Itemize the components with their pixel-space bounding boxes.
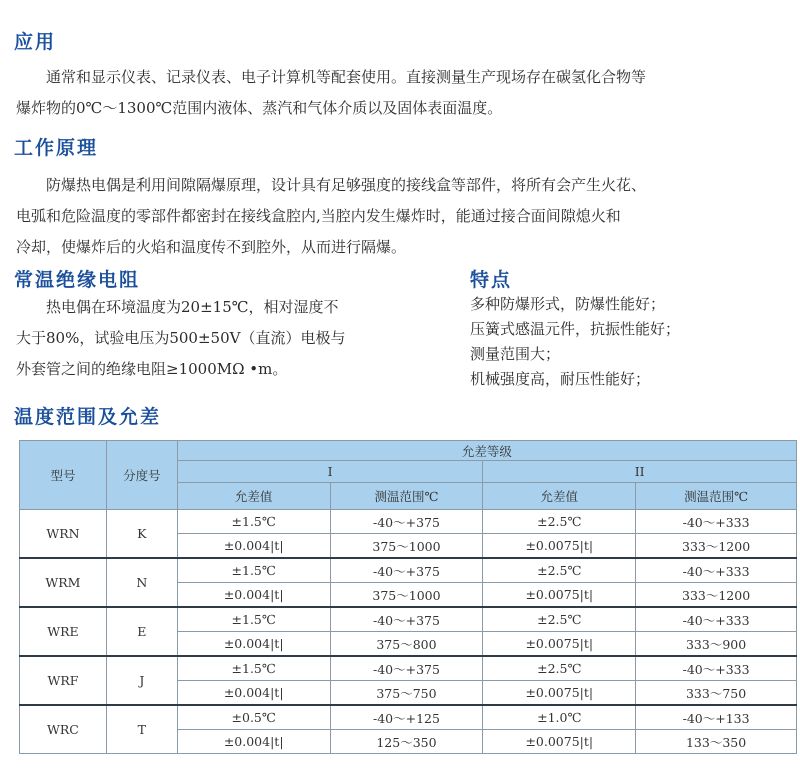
- value-cell: -40～+133: [636, 705, 797, 730]
- value-cell: 333～750: [636, 681, 797, 706]
- model-cell: WRM: [20, 558, 107, 607]
- value-cell: ±0.004|t|: [177, 534, 330, 559]
- header-model: 型号: [20, 441, 107, 510]
- value-cell: ±1.5℃: [177, 558, 330, 583]
- table-row: [20, 607, 797, 632]
- header-class-2: II: [483, 461, 797, 483]
- value-cell: 375～1000: [330, 534, 483, 559]
- value-cell: ±2.5℃: [483, 510, 636, 534]
- value-cell: 125～350: [330, 730, 483, 754]
- features-list: [470, 292, 680, 392]
- header-class: 允差等级: [177, 441, 796, 461]
- grade-cell: E: [106, 607, 177, 656]
- header-tol-2: 允差值: [483, 483, 636, 510]
- feature-item: 压簧式感温元件，抗振性能好；: [470, 320, 681, 338]
- value-cell: -40～+333: [636, 607, 797, 632]
- value-cell: ±1.0℃: [483, 705, 636, 730]
- application-line: 通常和显示仪表、记录仪表、电子计算机等配套使用。直接测量生产现场存在碳氢化合物等: [46, 68, 647, 86]
- value-cell: 375～800: [330, 632, 483, 657]
- value-cell: ±0.0075|t|: [483, 681, 636, 706]
- value-cell: ±0.0075|t|: [483, 730, 636, 754]
- principle-line: 冷却，使爆炸后的火焰和温度传不到腔外，从而进行隔爆。: [16, 238, 407, 256]
- insulation-heading: 常温绝缘电阻: [14, 269, 141, 291]
- value-cell: ±0.004|t|: [177, 681, 330, 706]
- value-cell: 375～1000: [330, 583, 483, 608]
- value-cell: ±1.5℃: [177, 607, 330, 632]
- header-tol-1: 允差值: [177, 483, 330, 510]
- application-heading: 应用: [14, 31, 57, 53]
- table-row: [20, 656, 797, 681]
- tolerance-table: [19, 440, 797, 754]
- model-cell: WRE: [20, 607, 107, 656]
- value-cell: -40～+333: [636, 558, 797, 583]
- value-cell: -40～+125: [330, 705, 483, 730]
- value-cell: ±2.5℃: [483, 607, 636, 632]
- value-cell: 375～750: [330, 681, 483, 706]
- principle-line: 防爆热电偶是利用间隙隔爆原理，设计具有足够强度的接线盒等部件，将所有会产生火花、: [46, 176, 647, 194]
- value-cell: ±1.5℃: [177, 510, 330, 534]
- value-cell: -40～+333: [636, 510, 797, 534]
- features-heading: 特点: [470, 269, 513, 291]
- principle-heading: 工作原理: [14, 137, 99, 159]
- grade-cell: N: [106, 558, 177, 607]
- value-cell: ±0.0075|t|: [483, 583, 636, 608]
- feature-item: 机械强度高，耐压性能好；: [470, 370, 651, 388]
- value-cell: ±1.5℃: [177, 656, 330, 681]
- value-cell: 333～900: [636, 632, 797, 657]
- value-cell: -40～+375: [330, 656, 483, 681]
- principle-paragraph: [16, 170, 646, 263]
- application-line: 爆炸物的0℃～1300℃范围内液体、蒸汽和气体介质以及固体表面温度。: [16, 99, 503, 117]
- value-cell: ±2.5℃: [483, 656, 636, 681]
- value-cell: -40～+375: [330, 510, 483, 534]
- value-cell: 333～1200: [636, 583, 797, 608]
- header-class-1: I: [177, 461, 483, 483]
- table-row: [20, 558, 797, 583]
- value-cell: -40～+375: [330, 607, 483, 632]
- grade-cell: T: [106, 705, 177, 754]
- model-cell: WRF: [20, 656, 107, 705]
- value-cell: ±0.004|t|: [177, 583, 330, 608]
- header-range-1: 测温范围℃: [330, 483, 483, 510]
- grade-cell: K: [106, 510, 177, 559]
- value-cell: -40～+375: [330, 558, 483, 583]
- value-cell: 333～1200: [636, 534, 797, 559]
- value-cell: ±0.5℃: [177, 705, 330, 730]
- model-cell: WRN: [20, 510, 107, 559]
- header-grade: 分度号: [106, 441, 177, 510]
- grade-cell: J: [106, 656, 177, 705]
- application-paragraph: [16, 62, 646, 124]
- model-cell: WRC: [20, 705, 107, 754]
- value-cell: ±0.004|t|: [177, 632, 330, 657]
- tolerance-heading: 温度范围及允差: [14, 406, 162, 428]
- table-row: [20, 705, 797, 730]
- insulation-line: 外套管之间的绝缘电阻≥1000MΩ •m。: [16, 360, 288, 378]
- principle-line: 电弧和危险温度的零部件都密封在接线盒腔内,当腔内发生爆炸时，能通过接合面间隙熄火和: [16, 207, 621, 225]
- insulation-line: 热电偶在环境温度为20±15℃，相对湿度不: [46, 298, 339, 316]
- value-cell: ±0.0075|t|: [483, 534, 636, 559]
- value-cell: -40～+333: [636, 656, 797, 681]
- value-cell: ±0.004|t|: [177, 730, 330, 754]
- table-body: [20, 510, 797, 754]
- feature-item: 测量范围大；: [470, 345, 561, 363]
- table-row: [20, 510, 797, 534]
- insulation-line: 大于80%，试验电压为500±50V（直流）电极与: [16, 329, 346, 347]
- value-cell: 133～350: [636, 730, 797, 754]
- value-cell: ±0.0075|t|: [483, 632, 636, 657]
- value-cell: ±2.5℃: [483, 558, 636, 583]
- feature-item: 多种防爆形式，防爆性能好；: [470, 295, 666, 313]
- header-range-2: 测温范围℃: [636, 483, 797, 510]
- insulation-paragraph: [16, 292, 345, 385]
